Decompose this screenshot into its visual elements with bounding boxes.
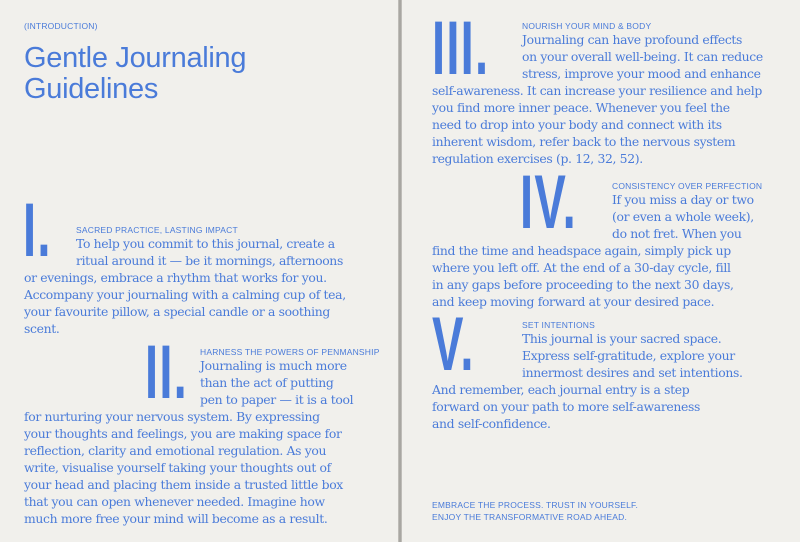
body-line: for nurturing your nervous system. By expressing xyxy=(24,409,320,424)
section-heading: SACRED PRACTICE, LASTING IMPACT xyxy=(76,225,238,235)
section-heading: HARNESS THE POWERS OF PENMANSHIP xyxy=(200,347,380,357)
body-line: Accompany your journaling with a calming cup of tea, xyxy=(24,287,346,302)
body-line: reflection, clarity and emotional regulation. As you xyxy=(24,443,327,458)
footer-line: ENJOY THE TRANSFORMATIVE ROAD AHEAD. xyxy=(432,512,628,522)
section-numeral: III. xyxy=(432,6,490,91)
body-line: write, visualise yourself taking your thoughts out of xyxy=(24,460,331,475)
section-numeral: IV. xyxy=(520,160,578,245)
body-line: Express self-gratitude, explore your xyxy=(522,348,735,363)
page-title xyxy=(24,43,246,105)
body-line: in any gaps before proceeding to the next 30 days, xyxy=(432,277,734,292)
body-line: And remember, each journal entry is a step xyxy=(432,382,690,397)
body-line: where you left off. At the end of a 30-day cycle, fill xyxy=(432,260,731,275)
title-line: Guidelines xyxy=(24,73,159,105)
body-line: on your overall well-being. It can reduce xyxy=(522,49,763,64)
body-line: pen to paper — it is a tool xyxy=(200,392,354,407)
body-line: Journaling can have profound effects xyxy=(522,32,743,47)
body-line: forward on your path to more self-awareness xyxy=(432,399,701,414)
body-line: inherent wisdom, refer back to the nervous system xyxy=(432,134,736,149)
body-line: than the act of putting xyxy=(200,375,334,390)
section-numeral: II. xyxy=(145,330,189,415)
body-line: your thoughts and feelings, you are making space for xyxy=(24,426,342,441)
body-line: ritual around it — be it mornings, afternoons xyxy=(76,253,343,268)
body-line: find the time and headspace again, simply pick up xyxy=(432,243,731,258)
body-line: your favourite pillow, a special candle or a soothing xyxy=(24,304,330,319)
body-line: or evenings, embrace a rhythm that works for you. xyxy=(24,270,327,285)
section-numeral: I. xyxy=(23,188,52,273)
body-line: need to drop into your body and connect with its xyxy=(432,117,722,132)
body-line: your head and placing them inside a trusted little box xyxy=(24,477,343,492)
body-line: you find more inner peace. Whenever you feel the xyxy=(432,100,730,115)
title-line: Gentle Journaling xyxy=(24,42,247,74)
footer-line: EMBRACE THE PROCESS. TRUST IN YOURSELF. xyxy=(432,500,639,510)
body-line: innermost desires and set intentions. xyxy=(522,365,743,380)
body-line: (or even a whole week), xyxy=(612,209,754,224)
body-line: do not fret. When you xyxy=(612,226,742,241)
body-line: This journal is your sacred space. xyxy=(522,331,722,346)
body-line: much more free your mind will become as a result. xyxy=(24,511,328,526)
body-line: and keep moving forward at your desired pace. xyxy=(432,294,715,309)
body-line: regulation exercises (p. 12, 32, 52). xyxy=(432,151,643,166)
left-page xyxy=(0,0,398,542)
section-heading: CONSISTENCY OVER PERFECTION xyxy=(612,181,763,191)
right-page xyxy=(402,0,800,542)
body-line: stress, improve your mood and enhance xyxy=(522,66,761,81)
section-heading: NOURISH YOUR MIND & BODY xyxy=(522,21,652,31)
body-line: If you miss a day or two xyxy=(612,192,754,207)
body-line: and self-confidence. xyxy=(432,416,551,431)
body-line: self-awareness. It can increase your resilience and help xyxy=(432,83,762,98)
intro-label: (INTRODUCTION) xyxy=(24,21,98,31)
section-numeral: V. xyxy=(432,302,475,387)
body-line: Journaling is much more xyxy=(200,358,347,373)
section-heading: SET INTENTIONS xyxy=(522,320,596,330)
body-line: that you can open whenever needed. Imagine how xyxy=(24,494,325,509)
body-line: To help you commit to this journal, create a xyxy=(76,236,335,251)
body-line: scent. xyxy=(24,321,60,336)
